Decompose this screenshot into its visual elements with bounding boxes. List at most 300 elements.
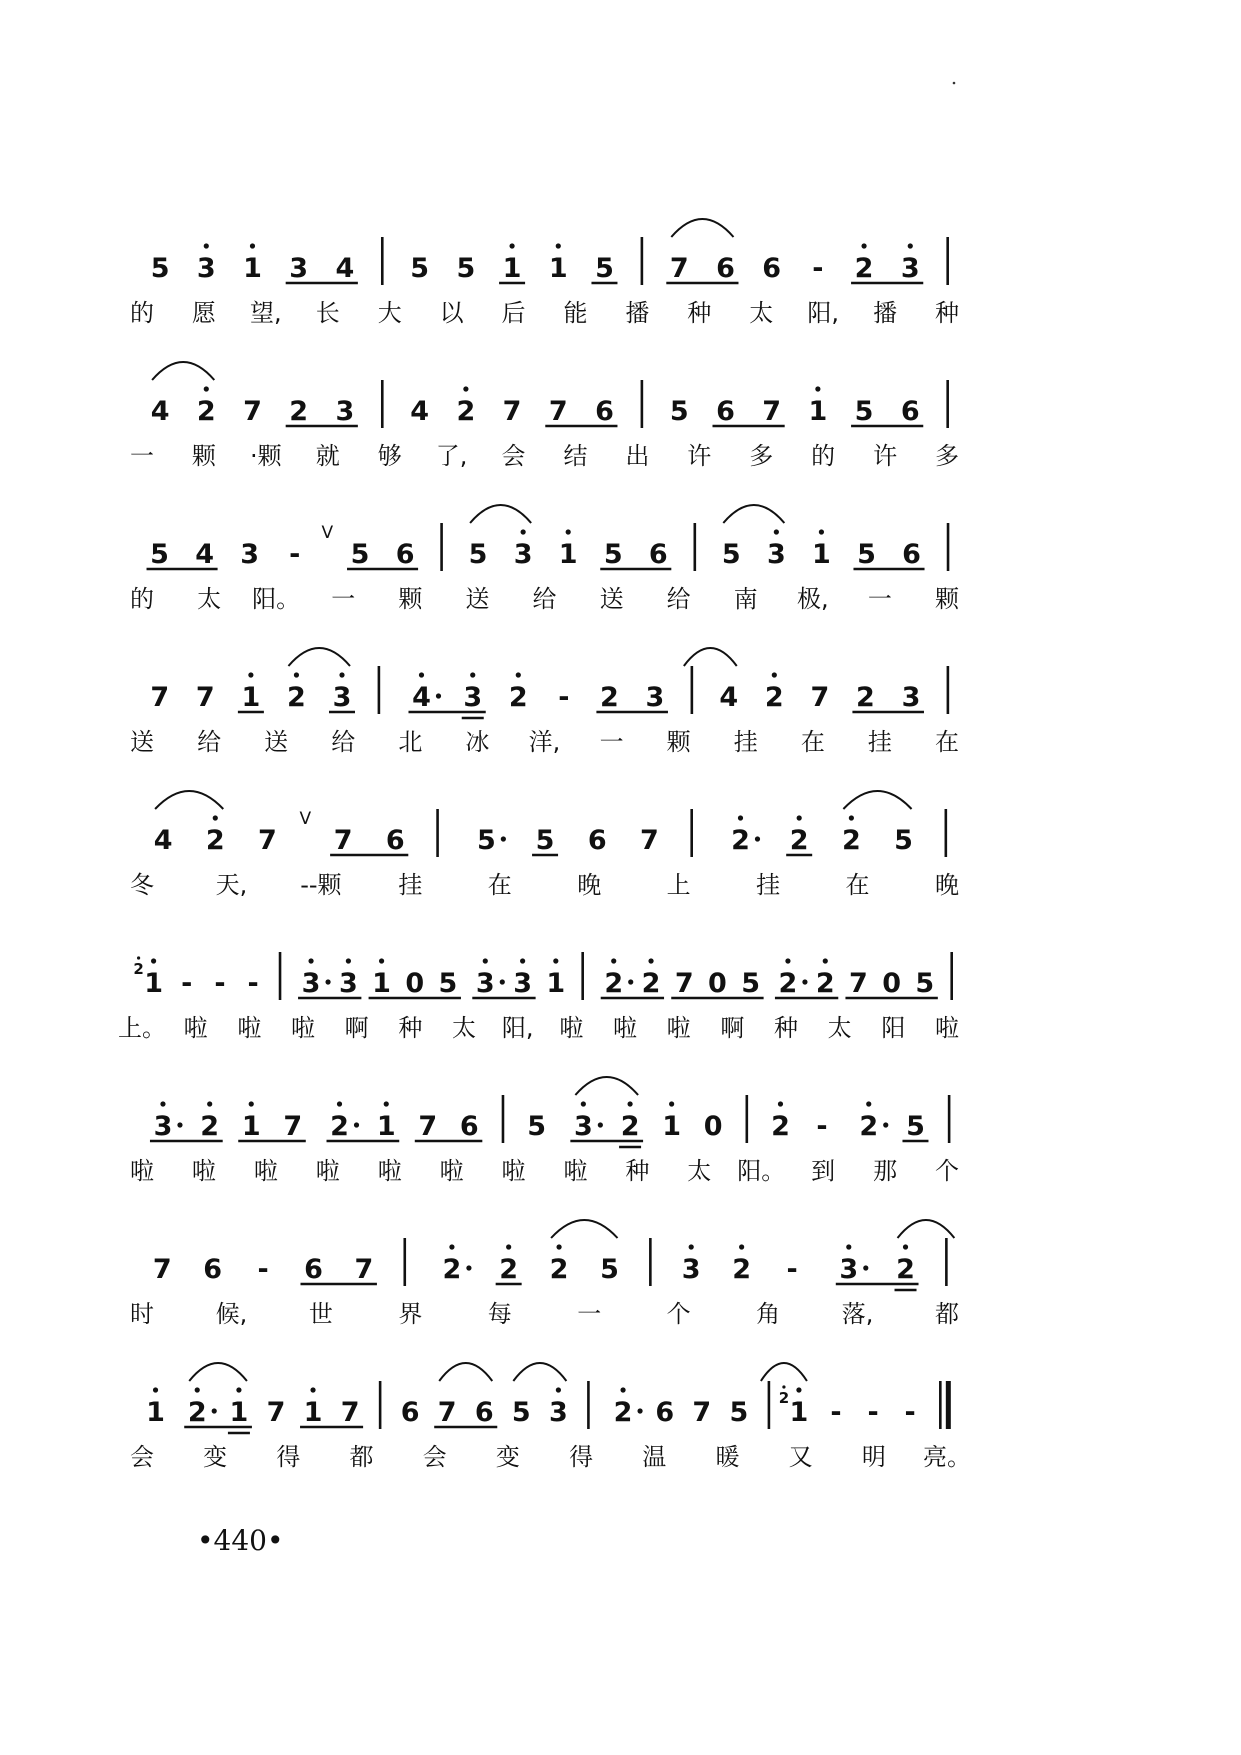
octave-dot bbox=[384, 1101, 389, 1106]
octave-dot bbox=[249, 1101, 254, 1106]
note: 5 bbox=[476, 825, 496, 856]
lyric-char: 温 bbox=[642, 1443, 667, 1471]
note: 2 bbox=[508, 682, 528, 713]
note: 5 bbox=[438, 968, 458, 999]
extension-dash: - bbox=[247, 968, 259, 999]
lyric-char: 给 bbox=[532, 585, 557, 613]
octave-dot bbox=[506, 1244, 511, 1249]
note: 7 bbox=[762, 396, 782, 427]
note: 2 bbox=[604, 968, 624, 999]
lyric-char: 太 bbox=[452, 1014, 476, 1042]
note: 7 bbox=[266, 1397, 286, 1428]
note: 7 bbox=[283, 1111, 303, 1142]
note: 3 bbox=[463, 682, 483, 713]
lyric-char: 时 bbox=[130, 1300, 154, 1328]
note: 1 bbox=[243, 253, 262, 284]
extension-dash: - bbox=[812, 253, 824, 284]
lyric-char: 候, bbox=[215, 1300, 248, 1328]
octave-dot bbox=[419, 672, 424, 677]
note: 2 bbox=[859, 1111, 879, 1142]
octave-dot bbox=[797, 815, 802, 820]
note: 2 bbox=[641, 968, 661, 999]
lyric-char: 世 bbox=[308, 1300, 333, 1328]
lyric-char: 啦 bbox=[563, 1157, 588, 1185]
slur bbox=[551, 1220, 617, 1238]
lyric-char: 极, bbox=[797, 585, 829, 613]
note: 7 bbox=[810, 682, 830, 713]
note: 6 bbox=[474, 1397, 494, 1428]
note: 3 bbox=[332, 682, 352, 713]
grace-note: 2 bbox=[778, 1389, 790, 1407]
octave-dot bbox=[207, 1101, 212, 1106]
lyric-char: 阳, bbox=[501, 1014, 534, 1042]
lyric-char: 出 bbox=[625, 442, 650, 470]
system-1 bbox=[130, 219, 959, 327]
lyric-char: 种 bbox=[687, 299, 712, 327]
lyric-char: 挂 bbox=[756, 871, 781, 899]
slur bbox=[898, 1220, 955, 1238]
extension-dash: - bbox=[786, 1254, 798, 1285]
augmentation-dot bbox=[883, 1122, 888, 1127]
lyric-char: 落, bbox=[841, 1300, 874, 1328]
note: 2 bbox=[620, 1111, 640, 1142]
lyric-char: 送 bbox=[130, 728, 154, 756]
lyric-char: 啦 bbox=[377, 1157, 402, 1185]
lyric-char: 颗 bbox=[666, 728, 691, 756]
octave-dot bbox=[339, 672, 344, 677]
note: 3 bbox=[338, 968, 358, 999]
octave-dot bbox=[689, 1244, 694, 1249]
lyric-char: 啊 bbox=[344, 1014, 369, 1042]
lyric-char: 到 bbox=[811, 1157, 836, 1185]
note: 5 bbox=[857, 539, 876, 570]
note: 7 bbox=[548, 396, 568, 427]
lyric-char: 在 bbox=[845, 871, 870, 899]
octave-dot bbox=[627, 1101, 632, 1106]
note: 2 bbox=[196, 396, 216, 427]
lyric-char: 以 bbox=[439, 299, 464, 327]
system-5 bbox=[130, 791, 959, 899]
octave-dot bbox=[470, 672, 475, 677]
lyric-char: 一 bbox=[130, 442, 154, 470]
lyric-char: 明 bbox=[861, 1443, 886, 1471]
octave-dot bbox=[248, 672, 253, 677]
lyric-char: 界 bbox=[398, 1300, 423, 1328]
note: 5 bbox=[410, 253, 430, 284]
note: 6 bbox=[304, 1254, 323, 1285]
breath-mark: V bbox=[299, 809, 312, 829]
note: 4 bbox=[719, 682, 739, 713]
system-8 bbox=[130, 1220, 959, 1328]
lyric-char: 了, bbox=[435, 442, 468, 470]
note: 5 bbox=[669, 396, 689, 427]
note: 5 bbox=[741, 968, 761, 999]
slur bbox=[671, 219, 733, 237]
note: 3 bbox=[153, 1111, 173, 1142]
lyric-char: 北 bbox=[398, 728, 423, 756]
note: 4 bbox=[195, 539, 214, 570]
note: 3 bbox=[645, 682, 665, 713]
slur bbox=[155, 791, 223, 809]
note: 5 bbox=[527, 1111, 547, 1142]
octave-dot bbox=[521, 529, 526, 534]
note: 5 bbox=[150, 253, 170, 284]
note: 7 bbox=[502, 396, 522, 427]
lyric-char: 颗 bbox=[398, 585, 423, 613]
octave-dot bbox=[553, 958, 558, 963]
lyric-char: 冰 bbox=[465, 728, 490, 756]
note: 6 bbox=[716, 253, 735, 284]
lyric-char: 啊 bbox=[720, 1014, 745, 1042]
octave-dot bbox=[903, 1244, 908, 1249]
lyric-char: 变 bbox=[203, 1443, 228, 1471]
lyric-char: 愿 bbox=[191, 299, 216, 327]
note: 3 bbox=[573, 1111, 593, 1142]
lyric-char: 长 bbox=[315, 299, 340, 327]
octave-dot bbox=[772, 672, 777, 677]
note: 6 bbox=[655, 1397, 675, 1428]
octave-dot bbox=[449, 1244, 454, 1249]
grace-octave-dot bbox=[782, 1385, 785, 1388]
note: 3 bbox=[513, 968, 533, 999]
lyric-char: 种 bbox=[398, 1014, 423, 1042]
note: 2 bbox=[187, 1397, 207, 1428]
note: 2 bbox=[289, 396, 309, 427]
octave-dot bbox=[483, 958, 488, 963]
lyric-char: 就 bbox=[315, 442, 340, 470]
note: 2 bbox=[549, 1254, 569, 1285]
lyric-char: 给 bbox=[331, 728, 356, 756]
augmentation-dot bbox=[436, 693, 441, 698]
note: 7 bbox=[692, 1397, 712, 1428]
note: 7 bbox=[195, 682, 215, 713]
slur bbox=[575, 1077, 638, 1095]
slur bbox=[723, 505, 784, 523]
note: 6 bbox=[385, 825, 405, 856]
lyric-char: 挂 bbox=[733, 728, 758, 756]
note: 1 bbox=[546, 968, 566, 999]
lyric-char: 许 bbox=[873, 442, 898, 470]
note: 6 bbox=[587, 825, 607, 856]
lyric-char: 洋, bbox=[528, 728, 561, 756]
note: 5 bbox=[906, 1111, 925, 1142]
note: 2 bbox=[732, 1254, 752, 1285]
note: 7 bbox=[669, 253, 689, 284]
lyric-char: 颗 bbox=[191, 442, 216, 470]
extension-dash: - bbox=[904, 1397, 916, 1428]
note: 4 bbox=[412, 682, 431, 713]
octave-dot bbox=[849, 815, 854, 820]
lyric-char: 啦 bbox=[253, 1157, 278, 1185]
note: 2 bbox=[205, 825, 225, 856]
augmentation-dot bbox=[637, 1408, 642, 1413]
octave-dot bbox=[774, 529, 779, 534]
system-6 bbox=[118, 952, 959, 1042]
slur bbox=[439, 1363, 492, 1381]
lyric-char: 啦 bbox=[935, 1014, 959, 1042]
grace-octave-dot bbox=[137, 956, 140, 959]
octave-dot bbox=[815, 386, 820, 391]
note: 5 bbox=[721, 539, 741, 570]
page-number: •440• bbox=[197, 1524, 284, 1557]
lyric-char: 亮。 bbox=[923, 1443, 971, 1471]
note: 1 bbox=[662, 1111, 682, 1142]
extension-dash: - bbox=[830, 1397, 842, 1428]
note: 2 bbox=[456, 396, 476, 427]
octave-dot bbox=[294, 672, 299, 677]
note: 7 bbox=[418, 1111, 438, 1142]
note: 2 bbox=[200, 1111, 220, 1142]
note: 2 bbox=[499, 1254, 519, 1285]
note: 5 bbox=[350, 539, 370, 570]
note: 1 bbox=[502, 253, 522, 284]
octave-dot bbox=[669, 1101, 674, 1106]
lyric-char: 太 bbox=[827, 1014, 852, 1042]
lyric-char: 送 bbox=[599, 585, 624, 613]
extension-dash: - bbox=[558, 682, 570, 713]
note: 2 bbox=[815, 968, 835, 999]
augmentation-dot bbox=[500, 979, 505, 984]
lyric-char: ·颗 bbox=[250, 442, 282, 470]
lyric-char: 阳。 bbox=[737, 1157, 786, 1185]
augmentation-dot bbox=[863, 1265, 868, 1270]
note: 0 bbox=[708, 968, 727, 999]
slur bbox=[843, 791, 911, 809]
extension-dash: - bbox=[181, 968, 193, 999]
lyric-char: 啦 bbox=[613, 1014, 637, 1042]
lyric-char: 结 bbox=[563, 442, 588, 470]
octave-dot bbox=[796, 1387, 801, 1392]
lyric-char: 会 bbox=[130, 1443, 154, 1471]
octave-dot bbox=[611, 958, 616, 963]
lyric-char: 一 bbox=[577, 1300, 602, 1328]
note: 3 bbox=[475, 968, 495, 999]
note: 3 bbox=[289, 253, 309, 284]
lyric-char: 挂 bbox=[398, 871, 423, 899]
note: 6 bbox=[203, 1254, 223, 1285]
note: 1 bbox=[808, 396, 828, 427]
extension-dash: - bbox=[257, 1254, 269, 1285]
octave-dot bbox=[520, 958, 525, 963]
note: 6 bbox=[595, 396, 614, 427]
note: 5 bbox=[603, 539, 623, 570]
octave-dot bbox=[581, 1101, 586, 1106]
lyric-char: 给 bbox=[197, 728, 222, 756]
note: 2 bbox=[854, 253, 874, 284]
lyric-char: 角 bbox=[756, 1300, 781, 1328]
lyric-char: 播 bbox=[873, 299, 898, 327]
lyric-char: 太 bbox=[687, 1157, 712, 1185]
lyric-char: 得 bbox=[276, 1443, 301, 1471]
note: 3 bbox=[766, 539, 786, 570]
note: 3 bbox=[335, 396, 355, 427]
octave-dot bbox=[846, 1244, 851, 1249]
lyric-char: 太 bbox=[197, 585, 222, 613]
lyric-char: 啦 bbox=[183, 1014, 208, 1042]
note: 2 bbox=[330, 1111, 349, 1142]
lyric-char: 阳, bbox=[807, 299, 839, 327]
lyric-char: 在 bbox=[800, 728, 825, 756]
note: 2 bbox=[731, 825, 750, 856]
lyric-char: 一 bbox=[599, 728, 624, 756]
lyric-char: 送 bbox=[465, 585, 490, 613]
note: 3 bbox=[548, 1397, 568, 1428]
note: 4 bbox=[153, 825, 173, 856]
lyric-char: 颗 bbox=[935, 585, 959, 613]
lyric-char: 多 bbox=[749, 442, 774, 470]
lyric-char: 啦 bbox=[666, 1014, 691, 1042]
note: 6 bbox=[900, 396, 920, 427]
note: 7 bbox=[354, 1254, 374, 1285]
note: 3 bbox=[240, 539, 260, 570]
octave-dot bbox=[556, 1387, 561, 1392]
octave-dot bbox=[346, 958, 351, 963]
note: 5 bbox=[535, 825, 555, 856]
note: 2 bbox=[778, 968, 798, 999]
augmentation-dot bbox=[628, 979, 633, 984]
slur bbox=[513, 1363, 566, 1381]
note: 7 bbox=[333, 825, 353, 856]
note: 6 bbox=[400, 1397, 420, 1428]
lyric-char: 啦 bbox=[501, 1157, 526, 1185]
lyric-char: 啦 bbox=[191, 1157, 216, 1185]
lyric-char: 种 bbox=[935, 299, 959, 327]
lyric-char: 一 bbox=[867, 585, 892, 613]
note: 0 bbox=[882, 968, 902, 999]
slur bbox=[152, 362, 214, 380]
note: 5 bbox=[729, 1397, 749, 1428]
octave-dot bbox=[785, 958, 790, 963]
note: 6 bbox=[762, 253, 782, 284]
lyric-char: 送 bbox=[264, 728, 289, 756]
octave-dot bbox=[566, 529, 571, 534]
lyric-char: 个 bbox=[666, 1300, 691, 1328]
note: 5 bbox=[468, 539, 488, 570]
slur bbox=[470, 505, 531, 523]
lyric-char: 又 bbox=[788, 1443, 813, 1471]
grace-note: 2 bbox=[133, 960, 144, 978]
note: 0 bbox=[703, 1111, 723, 1142]
octave-dot bbox=[516, 672, 521, 677]
lyric-char: 太 bbox=[749, 299, 774, 327]
lyric-char: 都 bbox=[349, 1443, 374, 1471]
lyric-char: 那 bbox=[873, 1157, 898, 1185]
lyric-char: 暖 bbox=[715, 1443, 740, 1471]
note: 1 bbox=[303, 1397, 323, 1428]
note: 2 bbox=[856, 682, 875, 713]
lyric-char: 的 bbox=[130, 585, 154, 613]
note: 7 bbox=[150, 682, 170, 713]
lyric-char: 望, bbox=[250, 299, 282, 327]
note: 5 bbox=[150, 539, 169, 570]
lyric-char: 的 bbox=[811, 442, 836, 470]
octave-dot bbox=[866, 1101, 871, 1106]
lyric-char: 晚 bbox=[935, 871, 959, 899]
lyric-char: 播 bbox=[625, 299, 650, 327]
lyric-char: 冬 bbox=[130, 871, 154, 899]
lyric-char: 上 bbox=[666, 871, 691, 899]
note: 7 bbox=[152, 1254, 172, 1285]
lyric-char: 阳 bbox=[881, 1014, 906, 1042]
system-9 bbox=[130, 1363, 971, 1471]
system-4 bbox=[130, 648, 959, 756]
lyric-char: 得 bbox=[569, 1443, 594, 1471]
note: 3 bbox=[900, 253, 920, 284]
note: 2 bbox=[287, 682, 306, 713]
slur bbox=[684, 648, 737, 666]
note: 6 bbox=[648, 539, 668, 570]
lyric-char: 会 bbox=[501, 442, 526, 470]
lyric-char: 一 bbox=[331, 585, 356, 613]
note: 5 bbox=[894, 825, 913, 856]
slur bbox=[761, 1363, 807, 1381]
lyric-char: 啦 bbox=[315, 1157, 340, 1185]
notation-systems bbox=[118, 219, 971, 1471]
note: 4 bbox=[335, 253, 355, 284]
note: 5 bbox=[595, 253, 614, 284]
note: 5 bbox=[854, 396, 874, 427]
octave-dot bbox=[379, 958, 384, 963]
lyric-char: 天, bbox=[215, 871, 248, 899]
note: 3 bbox=[301, 968, 321, 999]
octave-dot bbox=[556, 1244, 561, 1249]
lyric-char: 个 bbox=[935, 1157, 959, 1185]
lyric-char: 会 bbox=[422, 1443, 447, 1471]
note: 2 bbox=[613, 1397, 633, 1428]
octave-dot bbox=[250, 243, 255, 248]
lyric-char: 能 bbox=[563, 299, 588, 327]
lyric-char: 南 bbox=[733, 585, 758, 613]
augmentation-dot bbox=[501, 836, 506, 841]
lyric-char: 啦 bbox=[559, 1014, 584, 1042]
note: 2 bbox=[841, 825, 861, 856]
note: 1 bbox=[146, 1397, 165, 1428]
note: 1 bbox=[376, 1111, 396, 1142]
lyric-char: 种 bbox=[625, 1157, 650, 1185]
lyric-char: 啦 bbox=[237, 1014, 262, 1042]
note: 5 bbox=[600, 1254, 619, 1285]
lyric-char: 变 bbox=[495, 1443, 520, 1471]
note: 1 bbox=[812, 539, 831, 570]
lyric-char: 晚 bbox=[577, 871, 602, 899]
note: 1 bbox=[548, 253, 568, 284]
octave-dot bbox=[236, 1387, 241, 1392]
octave-dot bbox=[160, 1101, 165, 1106]
octave-dot bbox=[310, 1387, 315, 1392]
lyric-char: 每 bbox=[487, 1300, 512, 1328]
octave-dot bbox=[739, 1244, 744, 1249]
octave-dot bbox=[151, 958, 156, 963]
slur bbox=[288, 648, 350, 666]
note: 4 bbox=[150, 396, 170, 427]
lyric-char: 啦 bbox=[130, 1157, 154, 1185]
note: 7 bbox=[340, 1397, 360, 1428]
note: 1 bbox=[241, 682, 261, 713]
octave-dot bbox=[861, 243, 866, 248]
augmentation-dot bbox=[177, 1122, 182, 1127]
note: 1 bbox=[229, 1397, 249, 1428]
lyric-char: 啦 bbox=[439, 1157, 464, 1185]
note: 1 bbox=[558, 539, 578, 570]
note: 3 bbox=[839, 1254, 859, 1285]
system-2 bbox=[130, 362, 959, 470]
octave-dot bbox=[620, 1387, 625, 1392]
augmentation-dot bbox=[466, 1265, 471, 1270]
augmentation-dot bbox=[325, 979, 330, 984]
note: 2 bbox=[771, 1111, 790, 1142]
note: 4 bbox=[410, 396, 430, 427]
octave-dot bbox=[153, 1387, 158, 1392]
